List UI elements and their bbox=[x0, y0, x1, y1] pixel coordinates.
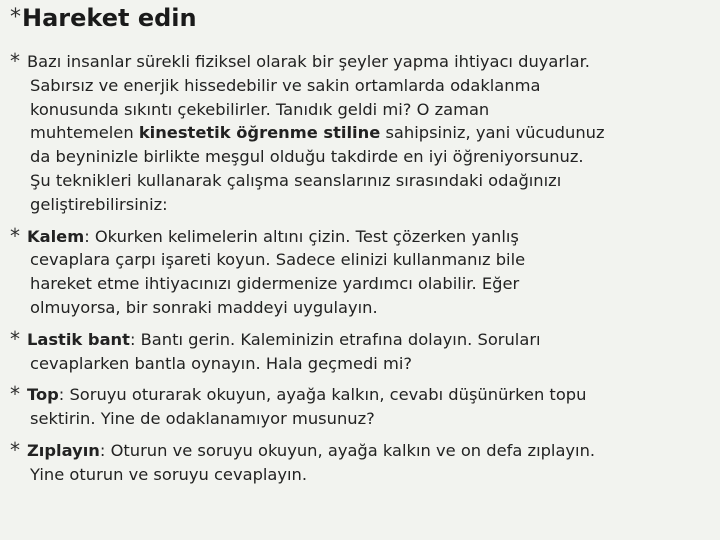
item-line bbox=[27, 439, 715, 463]
technique-item-ziplayin bbox=[10, 439, 715, 487]
item-line: hareket etme ihtiyacınızı gidermenize yardımcı olabilir. Eğer bbox=[30, 274, 520, 294]
item-line bbox=[27, 383, 715, 407]
intro-line: konusunda sıkıntı çekebilirler. Tanıdık geldi mi? O zaman bbox=[30, 99, 490, 119]
item-line: sektirin. Yine de odaklanamıyor musunuz? bbox=[30, 409, 375, 429]
intro-emphasis: kinestetik öğrenme stiline bbox=[138, 123, 381, 143]
item-text: : Bantı gerin. Kaleminizin etrafına dolayın. Soruları bbox=[129, 329, 541, 349]
bullet-icon: * bbox=[10, 437, 20, 462]
intro-text: muhtemelen bbox=[30, 123, 139, 143]
slide-title bbox=[10, 4, 197, 32]
intro-line: da beyninizle birlikte meşgul olduğu takdirde en iyi öğreniyorsunuz. bbox=[30, 147, 584, 167]
item-text: : Okurken kelimelerin altını çizin. Test çözerken yanlış bbox=[84, 226, 519, 246]
intro-line: Sabırsız ve enerjik hissedebilir ve sakin ortamlarda odaklanma bbox=[30, 75, 541, 95]
title-bullet-icon: * bbox=[10, 5, 21, 30]
intro-line bbox=[30, 121, 715, 145]
bullet-icon: * bbox=[10, 223, 20, 248]
bullet-icon: * bbox=[10, 49, 20, 73]
intro-line: Bazı insanlar sürekli fiziksel olarak bir şeyler yapma ihtiyacı duyarlar. bbox=[27, 52, 590, 71]
item-line: Yine oturun ve soruyu cevaplayın. bbox=[30, 464, 308, 484]
intro-text: sahipsiniz, yani vücudunuz bbox=[380, 123, 605, 143]
item-text: : Oturun ve soruyu okuyun, ayağa kalkın ve on defa zıplayın. bbox=[99, 440, 596, 460]
item-line: olmuyorsa, bir sonraki maddeyi uygulayın. bbox=[30, 297, 378, 317]
item-text: : Soruyu oturarak okuyun, ayağa kalkın, cevabı düşünürken topu bbox=[58, 385, 587, 405]
technique-item-top bbox=[10, 383, 715, 431]
item-term: Zıplayın bbox=[27, 440, 100, 460]
item-line: cevaplarken bantla oynayın. Hala geçmedi mi? bbox=[30, 353, 413, 373]
intro-line: geliştirebilirsiniz: bbox=[30, 194, 168, 214]
slide-body bbox=[10, 50, 715, 495]
intro-line: Şu teknikleri kullanarak çalışma seanslarınız sırasındaki odağınızı bbox=[30, 170, 562, 190]
bullet-icon: * bbox=[10, 326, 20, 351]
item-term: Lastik bant bbox=[27, 329, 130, 349]
item-term: Top bbox=[27, 385, 59, 405]
bullet-icon: * bbox=[10, 382, 20, 407]
item-line bbox=[27, 328, 715, 352]
slide-title-text: Hareket edin bbox=[22, 4, 197, 32]
intro-paragraph bbox=[10, 50, 715, 217]
item-line: cevaplara çarpı işareti koyun. Sadece elinizi kullanmanız bile bbox=[30, 250, 526, 270]
item-line bbox=[27, 225, 715, 249]
item-term: Kalem bbox=[27, 226, 85, 246]
technique-item-lastik-bant bbox=[10, 328, 715, 376]
technique-item-kalem bbox=[10, 225, 715, 320]
